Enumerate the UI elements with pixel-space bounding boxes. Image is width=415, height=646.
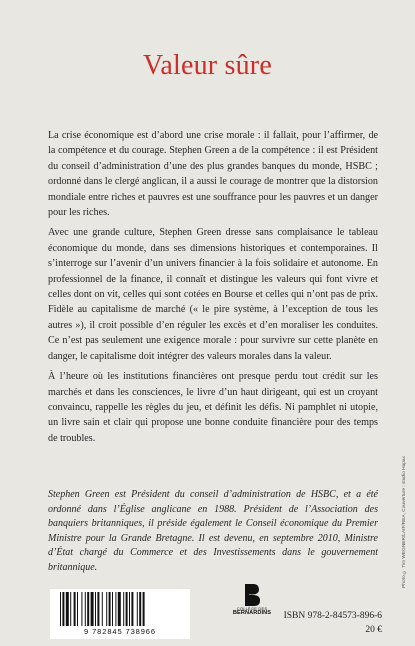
barcode-stripe <box>118 592 121 626</box>
barcode-stripe <box>74 592 76 626</box>
barcode-stripe <box>137 592 138 626</box>
barcode-stripe <box>87 592 89 626</box>
blurb-paragraph-3: À l’heure où les institutions financières ont presque perdu tout crédit sur les marchés et dans les consciences, le livre d’un haut dirigeant, qui est un croyant convaincu, rappelle les règles du jeu, et définit les défis. Ni pamphlet ni utopie, un livre sain et clair qui propose une bonne conduite financière pour des temps de troubles. <box>48 371 378 444</box>
barcode-stripe <box>81 592 82 626</box>
barcode-stripe <box>143 592 145 626</box>
barcode-stripe <box>70 592 71 626</box>
blurb-paragraph-1: La crise économique est d’abord une crise morale : il fallait, pour l’affirmer, de la compétence et du courage. Stephen Green a de la compétence : il est Président du conseil d’administration d’une des plus grandes banques du monde, HSBC ; ordonné dans le clergé anglican, il a aussi le courage de montrer que la distorsion mondiale entre riches et pauvres est une souffrance pour les pauvres et un danger pour les riches. <box>48 130 378 219</box>
barcode-stripe <box>62 592 64 626</box>
price: 20 € <box>365 625 382 635</box>
barcode-stripe <box>77 592 78 626</box>
author-bio <box>48 488 378 576</box>
barcode-stripe <box>126 592 128 626</box>
barcode-stripe <box>123 592 124 626</box>
barcode-digits: 9 782845 738966 <box>84 627 156 636</box>
barcode-stripe <box>97 592 99 626</box>
barcode-stripe <box>129 592 130 626</box>
barcode-stripe <box>115 592 116 626</box>
blurb <box>48 128 378 451</box>
barcode-stripe <box>66 592 69 626</box>
author-bio-text: Stephen Green est Président du conseil d’administration de HSBC, et a été ordonné dans l’Église anglicane en 1988. Président de l’Association des banquiers britanniques, il préside également le Conseil économique du Premier Ministre pour la Grande Bretagne. Il est devenu, en septembre 2010, Ministre d’État chargé du Commerce et des Investissements dans le gouvernement britannique. <box>48 489 378 573</box>
publisher-logo <box>232 584 272 616</box>
blurb-paragraph-2: Avec une grande culture, Stephen Green dresse sans complaisance le tableau économique du monde, dans ses dimensions historiques et contemporaines. Il s’interroge sur l’avenir d’un univers financier à la fois solidaire et autonome. En professionnel de la finance, il connaît et distingue les valeurs qui font vivre et celles dont on vit, celles qui sont cotées en Bourse et celles qui n’ont pas de prix. Fidèle au capitalisme de marché (« le pire système, à l’exception de tous les autres »), il croit possible d’en réguler les excès et d’en moraliser les conduites. Ce n’est pas seulement une exigence morale : pour survivre sur cette planète en danger, le capitalisme doit intégrer des valeurs morales dans la valeur. <box>48 227 378 362</box>
barcode-stripe <box>131 592 133 626</box>
book-title: Valeur sûre <box>143 50 272 81</box>
publisher-name-line1: COLLÈGE DES <box>236 606 268 611</box>
barcode-stripe <box>139 592 141 626</box>
photo-credit: Photo © Tim WEGNER/LAIF/REA, Couverture : studio Hapax <box>402 456 407 588</box>
publisher-name-line2: BERNARDINS <box>232 610 272 616</box>
barcode-stripe <box>91 592 94 626</box>
publisher-logo-mark <box>243 584 261 606</box>
barcode-stripe <box>106 592 107 626</box>
isbn: ISBN 978-2-84573-896-6 <box>283 611 382 621</box>
barcode-stripe <box>102 592 103 626</box>
barcode-stripe <box>112 592 113 626</box>
barcode-stripe <box>109 592 111 626</box>
barcode-stripe <box>60 592 61 626</box>
publisher-name <box>232 606 272 616</box>
barcode-bars <box>60 592 180 626</box>
barcode-stripe <box>85 592 86 626</box>
barcode-stripe <box>95 592 96 626</box>
barcode <box>50 589 190 639</box>
